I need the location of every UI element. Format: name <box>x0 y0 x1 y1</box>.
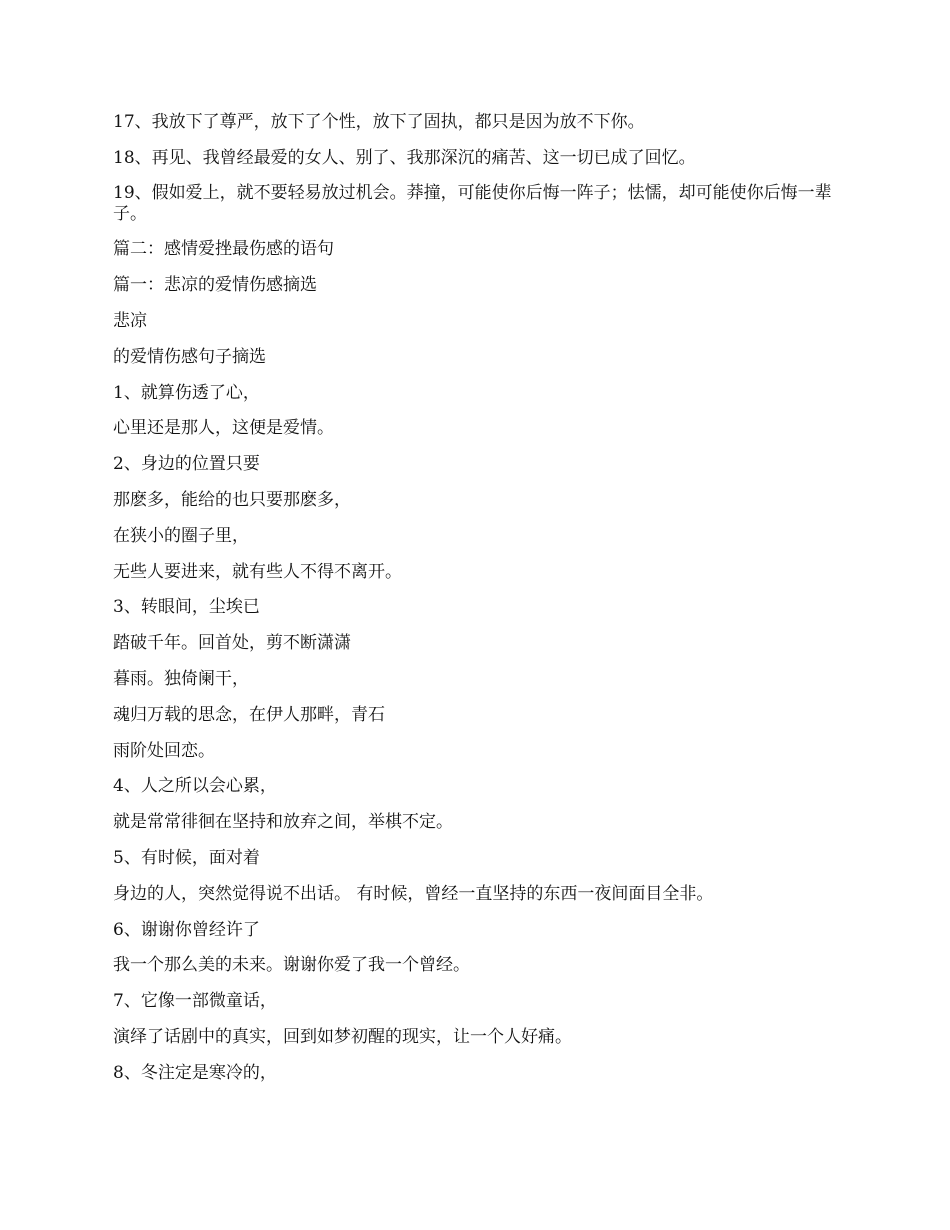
text-line: 就是常常徘徊在坚持和放弃之间，举棋不定。 <box>113 812 453 833</box>
text-line: 5、有时候，面对着 <box>113 847 260 868</box>
text-line: 踏破千年。回首处，剪不断潇潇 <box>113 633 351 654</box>
text-line: 身边的人，突然觉得说不出话。 有时候，曾经一直坚持的东西一夜间面目全非。 <box>113 883 714 904</box>
section-heading-2: 篇二：感情爱挫最伤感的语句 <box>113 239 334 260</box>
text-line: 2、身边的位置只要 <box>113 454 260 475</box>
section-heading-1: 篇一：悲凉的爱情伤感摘选 <box>113 275 317 296</box>
text-line: 8、冬注定是寒冷的， <box>113 1062 277 1083</box>
text-line: 无些人要进来，就有些人不得不离开。 <box>113 561 402 582</box>
text-line: 雨阶处回恋。 <box>113 740 215 761</box>
document-body <box>113 111 843 1098</box>
text-line: 在狭小的圈子里， <box>113 525 249 546</box>
text-line-17: 17、我放下了尊严，放下了个性，放下了固执，都只是因为放不下你。 <box>113 112 645 132</box>
text-line: 心里还是那人，这便是爱情。 <box>113 418 334 439</box>
text-line: 暮雨。独倚阑干， <box>113 668 249 689</box>
text-line: 7、它像一部微童话， <box>113 991 277 1012</box>
text-line: 魂归万载的思念，在伊人那畔，青石 <box>113 704 385 725</box>
text-line-19: 19、假如爱上，就不要轻易放过机会。莽撞，可能使你后悔一阵子；怯懦，却可能使你后悔一辈子。 <box>113 182 832 224</box>
text-line: 6、谢谢你曾经许了 <box>113 919 260 940</box>
text-line: 4、人之所以会心累， <box>113 776 277 797</box>
text-line: 3、转眼间，尘埃已 <box>113 597 260 618</box>
text-line: 我一个那么美的未来。谢谢你爱了我一个曾经。 <box>113 955 470 976</box>
text-line-18: 18、再见、我曾经最爱的女人、别了、我那深沉的痛苦、这一切已成了回忆。 <box>113 147 696 168</box>
text-line: 1、就算伤透了心， <box>113 382 260 403</box>
text-line: 悲凉 <box>113 310 147 331</box>
text-line: 演绎了话剧中的真实，回到如梦初醒的现实，让一个人好痛。 <box>113 1026 572 1047</box>
text-line: 的爱情伤感句子摘选 <box>113 346 266 367</box>
text-line: 那麽多，能给的也只要那麽多， <box>113 489 351 510</box>
